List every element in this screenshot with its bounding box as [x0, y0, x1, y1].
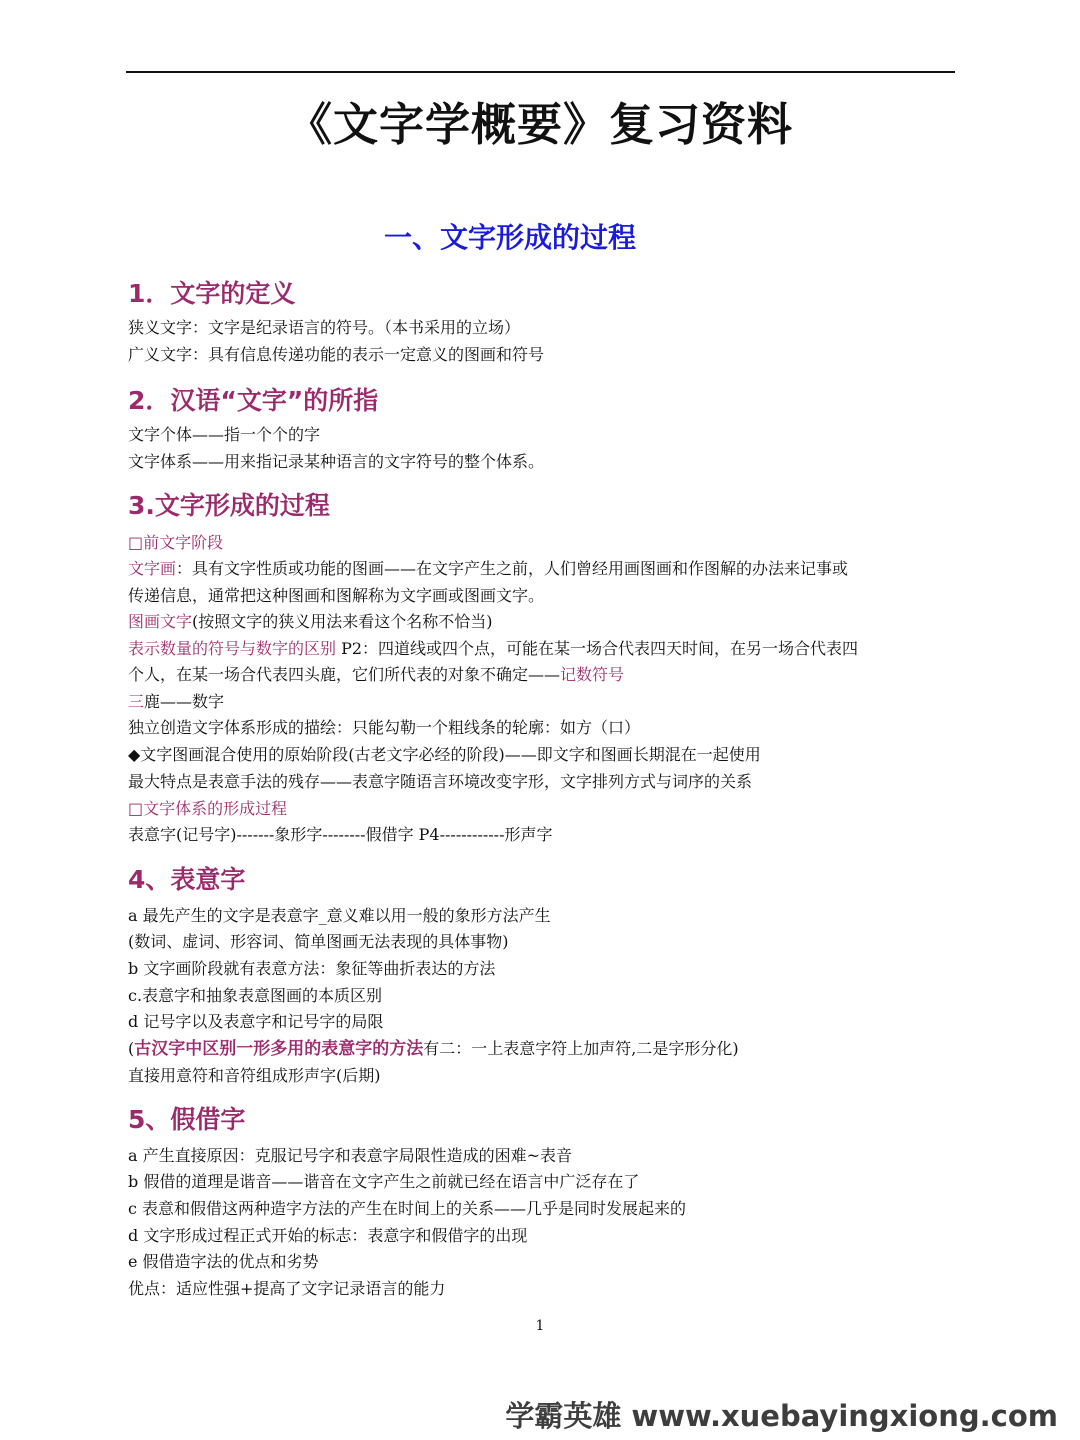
list-item: 优点：适应性强+提高了文字记录语言的能力 [128, 1279, 446, 1298]
section-heading: 5、假借字 [128, 1105, 246, 1134]
list-item: d 记号字以及表意字和记号字的局限 [128, 1012, 384, 1031]
text-line: 独立创造文字体系形成的描绘：只能勾勒一个粗线条的轮廓：如方（口） [128, 718, 641, 737]
list-item: d 文字形成过程正式开始的标志：表意字和假借字的出现 [128, 1226, 528, 1245]
text-line: 广义文字：具有信息传递功能的表示一定意义的图画和符号 [128, 345, 545, 364]
section-heading: 2．汉语“文字”的所指 [128, 386, 379, 415]
text-line: 传递信息，通常把这种图画和图解称为文字画或图画文字。 [128, 586, 545, 605]
section-heading: 3.文字形成的过程 [128, 491, 330, 520]
term-highlight: 记数符号 [560, 665, 625, 684]
list-item: e 假借造字法的优点和劣势 [128, 1252, 319, 1271]
text-line: 文字体系——用来指记录某种语言的文字符号的整个体系。 [128, 452, 545, 471]
subheading-pre-writing-stage: □前文字阶段 [128, 533, 224, 552]
text-span: ：具有文字性质或功能的图画——在文字产生之前，人们曾经用画图画和作图解的办法来记事或 [176, 559, 849, 578]
text-line: 最大特点是表意手法的残存——表意字随语言环境改变字形，文字排列方式与词序的关系 [128, 772, 753, 791]
text-span: ( [128, 1039, 135, 1058]
text-line [128, 692, 224, 712]
text-line: 文字个体——指一个个的字 [128, 425, 321, 444]
text-line: 狭义文字：文字是纪录语言的符号。（本书采用的立场） [128, 318, 521, 337]
text-line: ◆文字图画混合使用的原始阶段(古老文字必经的阶段)——即文字和图画长期混在一起使用 [128, 745, 761, 764]
list-item: b 假借的道理是谐音——谐音在文字产生之前就已经在语言中广泛存在了 [128, 1172, 640, 1191]
text-span: (按照文字的狭义用法来看这个名称不恰当) [192, 612, 493, 631]
list-item: b 文字画阶段就有表意方法：象征等曲折表达的方法 [128, 959, 496, 978]
text-line [128, 639, 858, 659]
term-highlight: 图画文字 [128, 612, 193, 631]
term-highlight: 表示数量的符号与数字的区别 [128, 639, 337, 658]
document-title: 《文字学概要》复习资料 [286, 98, 793, 151]
page-number: 1 [535, 1318, 545, 1334]
chapter-heading: 一、文字形成的过程 [383, 221, 636, 254]
section-heading: 1．文字的定义 [128, 279, 296, 308]
term-highlight: 三 [128, 692, 145, 711]
text-span: 个人，在某一场合代表四头鹿，它们所代表的对象不确定—— [128, 665, 561, 684]
text-line [128, 1039, 739, 1059]
text-span: P2：四道线或四个点，可能在某一场合代表四天时间，在另一场合代表四 [336, 639, 859, 658]
text-line [128, 559, 848, 579]
term-highlight: 古汉字中区别一形多用的表意字的方法 [134, 1039, 424, 1059]
list-item: a 最先产生的文字是表意字_意义难以用一般的象形方法产生 [128, 906, 551, 925]
text-line: 表意字(记号字)-------象形字--------假借字 P4------------形声字 [128, 825, 553, 844]
text-span: 鹿——数字 [144, 692, 225, 711]
text-line: 直接用意符和音符组成形声字(后期) [128, 1066, 381, 1085]
list-item: c.表意字和抽象表意图画的本质区别 [128, 986, 383, 1005]
text-line [128, 665, 624, 685]
term-highlight: 文字画 [128, 559, 177, 578]
subheading-system-formation: □文字体系的形成过程 [128, 799, 288, 818]
text-span: 有二：一上表意字符上加声符,二是字形分化) [423, 1039, 739, 1058]
text-line [128, 612, 493, 632]
list-item: (数词、虚词、形容词、简单图画无法表现的具体事物) [128, 932, 509, 951]
watermark: 学霸英雄 www.xuebayingxiong.com [505, 1399, 1058, 1433]
list-item: a 产生直接原因：克服记号字和表意字局限性造成的困难~表音 [128, 1146, 573, 1165]
section-heading: 4、表意字 [128, 865, 246, 894]
list-item: c 表意和假借这两种造字方法的产生在时间上的关系——几乎是同时发展起来的 [128, 1199, 687, 1218]
top-rule [126, 71, 955, 73]
